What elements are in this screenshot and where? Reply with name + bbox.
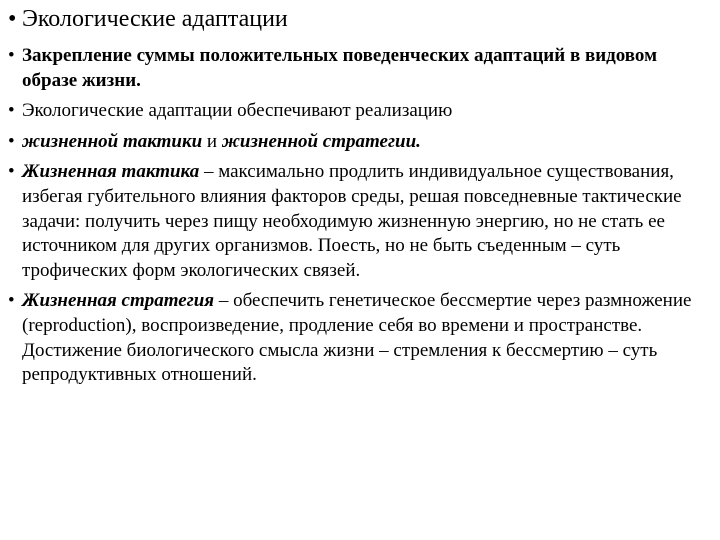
bullet-glyph: • — [8, 45, 15, 66]
term-life-strategy: Жизненная стратегия — [22, 290, 215, 312]
term-life-tactic: Жизненная тактика — [22, 161, 200, 183]
bullet-text: Закрепление суммы положительных поведенческих адаптаций в видовом образе жизни. — [22, 45, 658, 91]
bullet-glyph: • — [8, 290, 15, 312]
list-item — [8, 130, 714, 155]
bullet-text: Экологические адаптации обеспечивают реализацию — [22, 100, 453, 122]
bullet-glyph: • — [8, 6, 17, 32]
list-item — [8, 99, 714, 124]
bullet-glyph: • — [8, 100, 15, 122]
bullet-list — [8, 44, 714, 394]
bullet-glyph: • — [8, 161, 15, 183]
list-item — [8, 160, 714, 283]
definition-text: – максимально продлить индивидуальное существования, избегая губительного влияния факторов среды, решая повседневные тактические задачи: получить через пищу необходимую жизненную энергию, но не стать ее источником для других организмов. Поесть, но не быть съеденным – суть трофических форм экологических связей. — [22, 161, 682, 281]
slide-title-text: Экологические адаптации — [22, 6, 288, 32]
slide-title — [8, 4, 288, 34]
list-item — [8, 289, 714, 387]
list-item — [8, 44, 714, 93]
bullet-glyph: • — [8, 130, 15, 152]
definition-text: – обеспечить генетическое бессмертие через размножение (reproduction), воспроизведение, продление себя во времени и пространстве. Достижение биологического смысла жизни – стремления к бессмертию – суть репродуктивных отношений. — [22, 290, 692, 386]
term-life-tactic: жизненной тактики — [22, 130, 203, 152]
connector-text: и — [202, 130, 222, 152]
term-life-strategy: жизненной стратегии. — [221, 130, 421, 152]
